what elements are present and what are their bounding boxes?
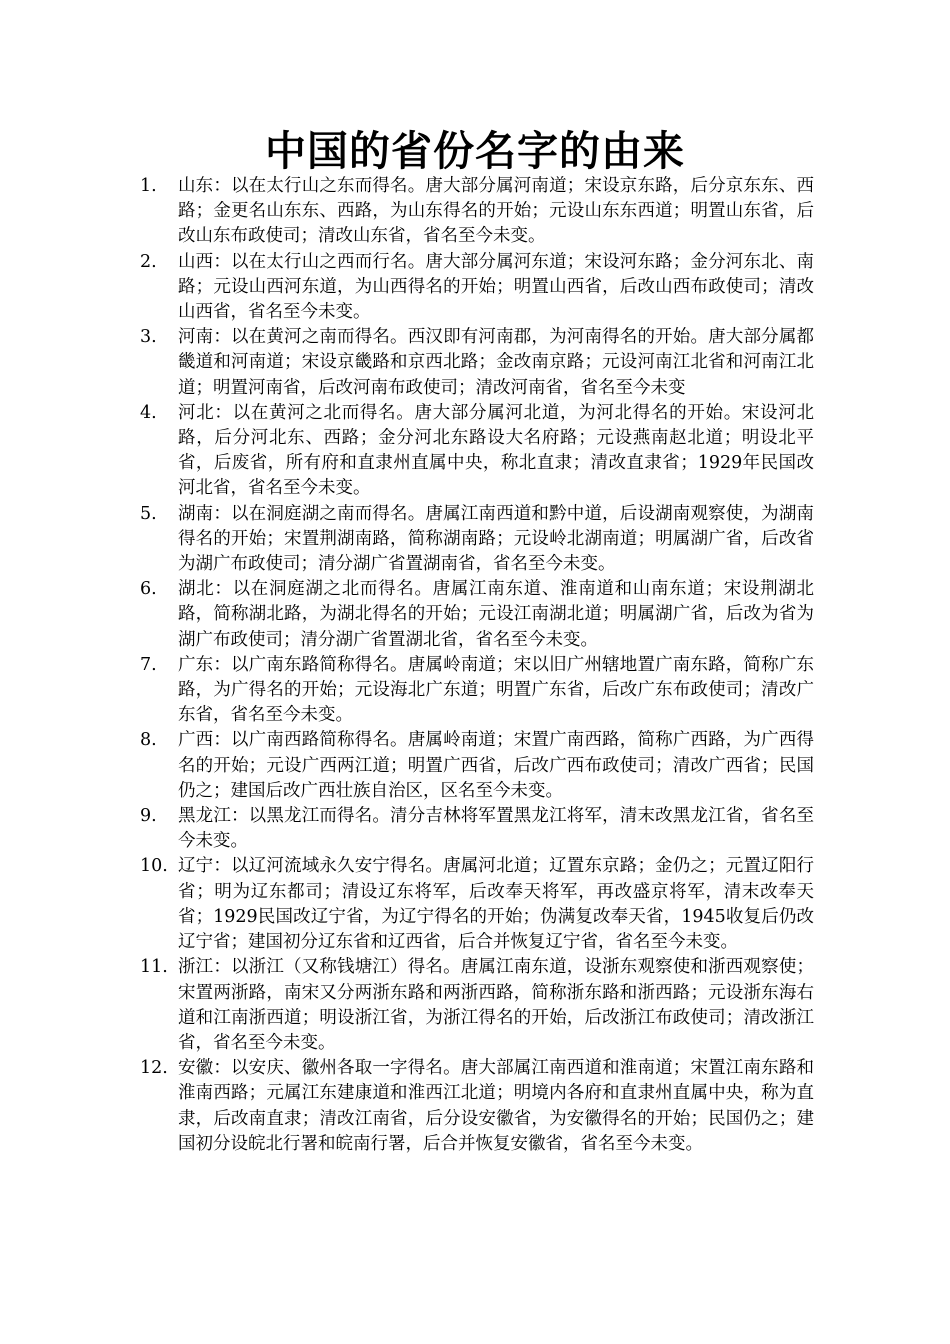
item-number: 11. (140, 957, 168, 978)
item-number: 2. (140, 251, 157, 272)
item-number: 4. (140, 402, 157, 423)
item-text: 山西：以在太行山之西而行名。唐大部分属河东道；宋设河东路；金分河东北、南路；元设山西河东道，为山西得名的开始；明置山西省，后改山西布政使司；清改山西省，省名至今未变。 (178, 251, 814, 323)
item-number: 3. (140, 327, 157, 348)
item-number: 6. (140, 579, 157, 600)
item-text: 安徽：以安庆、徽州各取一字得名。唐大部属江南西道和淮南道；宋置江南东路和淮南西路；元属江东建康道和淮西江北道；明境内各府和直隶州直属中央，称为直隶，后改南直隶；清改江南省，后分设安徽省，为安徽得名的开始；民国仍之；建国初分设皖北行署和皖南行署，后合并恢复安徽省，省名至今未变。 (178, 1058, 814, 1154)
item-text: 黑龙江：以黑龙江而得名。清分吉林将军置黑龙江将军，清末改黑龙江省，省名至今未变。 (178, 806, 814, 852)
item-text: 浙江：以浙江（又称钱塘江）得名。唐属江南东道，设浙东观察使和浙西观察使；宋置两浙路，南宋又分两浙东路和两浙西路，简称浙东路和浙西路；元设浙东海右道和江南浙西道；明设浙江省，为浙江得名的开始，后改浙江布政使司；清改浙江省，省名至今未变。 (178, 957, 814, 1053)
item-text: 河北：以在黄河之北而得名。唐大部分属河北道，为河北得名的开始。宋设河北路，后分河北东、西路；金分河北东路设大名府路；元设燕南赵北道；明设北平省，后废省，所有府和直隶州直属中央，称北直隶；清改直隶省；1929年民国改河北省，省名至今未变。 (178, 402, 814, 499)
list-item (140, 174, 814, 250)
item-number: 1. (140, 176, 157, 196)
list-item (140, 577, 814, 653)
item-text: 山东：以在太行山之东而得名。唐大部分属河南道；宋设京东路，后分京东东、西路；金更名山东东、西路，为山东得名的开始；元设山东东西道；明置山东省，后改山东布政使司；清改山东省，省名至今未变。 (178, 176, 814, 247)
page-title: 中国的省份名字的由来 (265, 127, 685, 175)
item-number: 8. (140, 730, 157, 751)
item-number: 9. (140, 806, 157, 827)
list-item (140, 854, 814, 955)
item-text: 河南：以在黄河之南而得名。西汉即有河南郡，为河南得名的开始。唐大部分属都畿道和河南道；宋设京畿路和京西北路；金改南京路；元设河南江北省和河南江北道；明置河南省，后改河南布政使司；清改河南省，省名至今未变 (178, 327, 814, 398)
item-number: 7. (140, 654, 157, 675)
list-item (140, 728, 814, 804)
list-item (140, 653, 814, 729)
item-number: 10. (140, 856, 168, 877)
list-item (140, 1056, 814, 1157)
item-text: 辽宁：以辽河流域永久安宁得名。唐属河北道；辽置东京路；金仍之；元置辽阳行省；明为辽东都司；清设辽东将军，后改奉天将军，再改盛京将军，清末改奉天省；1929民国改辽宁省，为辽宁得名的开始；伪满复改奉天省，1945收复后仍改辽宁省；建国初分辽东省和辽西省，后合并恢复辽宁省，省名至今未变。 (178, 856, 814, 953)
item-text: 广东：以广南东路简称得名。唐属岭南道；宋以旧广州辖地置广南东路，简称广东路，为广得名的开始；元设海北广东道；明置广东省，后改广东布政使司；清改广东省，省名至今未变。 (178, 654, 814, 726)
item-number: 12. (140, 1058, 168, 1079)
list-item (140, 401, 814, 502)
item-number: 5. (140, 503, 157, 524)
item-text: 湖北：以在洞庭湖之北而得名。唐属江南东道、淮南道和山南东道；宋设荆湖北路，简称湖北路，为湖北得名的开始；元设江南湖北道；明属湖广省，后改为省为湖广布政使司；清分湖广省置湖北省，省名至今未变。 (178, 579, 814, 650)
list-item (140, 955, 814, 1056)
item-text: 广西：以广南西路简称得名。唐属岭南道；宋置广南西路，简称广西路，为广西得名的开始；元设广西两江道；明置广西省，后改广西布政使司；清改广西省；民国仍之；建国后改广西壮族自治区，区名至今未变。 (178, 730, 814, 801)
list-item (140, 804, 814, 854)
item-text: 湖南：以在洞庭湖之南而得名。唐属江南西道和黔中道，后设湖南观察使，为湖南得名的开始；宋置荆湖南路，简称湖南路；元设岭北湖南道；明属湖广省，后改省为湖广布政使司；清分湖广省置湖南省，省名至今未变。 (178, 503, 814, 575)
province-list (140, 174, 814, 1157)
list-item (140, 250, 814, 326)
list-item (140, 502, 814, 578)
list-item (140, 325, 814, 401)
